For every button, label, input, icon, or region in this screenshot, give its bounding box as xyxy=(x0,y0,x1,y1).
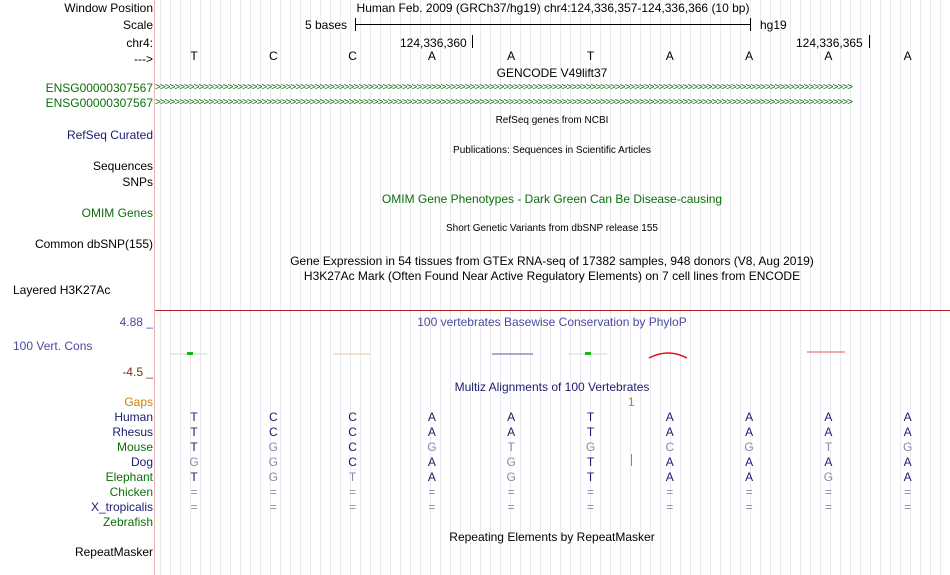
alignment-base: A xyxy=(824,410,833,424)
omim-track-title: OMIM Gene Phenotypes - Dark Green Can Be Disease-causing xyxy=(381,192,723,206)
conservation-max-label: 4.88 _ xyxy=(119,315,153,329)
alignment-base: A xyxy=(665,470,674,484)
gap-insertion-mark xyxy=(631,454,632,466)
alignment-base: = xyxy=(745,500,753,514)
gaps-label: Gaps xyxy=(124,395,153,409)
alignment-base: T xyxy=(348,470,357,484)
chrom-label: chr4: xyxy=(126,36,153,50)
alignment-base: G xyxy=(903,440,913,454)
snps-track-label[interactable]: SNPs xyxy=(122,175,153,189)
alignment-base: A xyxy=(507,410,516,424)
ruler-coordinate-1: 124,336,360 xyxy=(400,36,467,50)
alignment-base: = xyxy=(586,485,595,499)
alignment-base: T xyxy=(507,440,515,454)
refseq-track-label[interactable]: RefSeq Curated xyxy=(66,128,153,142)
dbsnp-track-label[interactable]: Common dbSNP(155) xyxy=(34,237,153,251)
alignment-base: = xyxy=(190,500,198,514)
alignment-base: A xyxy=(745,410,754,424)
alignment-base: G xyxy=(268,470,278,484)
window-position-label: Window Position xyxy=(64,1,153,15)
repeatmasker-track-title: Repeating Elements by RepeatMasker xyxy=(449,530,655,544)
conservation-plot xyxy=(155,340,950,370)
repeatmasker-track-label[interactable]: RepeatMasker xyxy=(74,545,153,559)
alignment-base: = xyxy=(269,485,277,499)
alignment-base: C xyxy=(348,410,357,424)
species-label-elephant: Elephant xyxy=(105,470,153,484)
gencode-gene-feature-1[interactable]: >>>>>>>>>>>>>>>>>>>>>>>>>>>>>>>>>>>>>>>>>>>>>>>>>>>>>>>>>>>>>>>>>>>>>>>>>>>>>>>>>>>>>>>>>>>>>>>>>>>>>>>>>>>>>>>>>>>>>>>>>>>>>>>>>>>>>>>>>>>>>>>> xyxy=(155,83,852,93)
species-label-human: Human xyxy=(114,410,153,424)
sequences-track-label[interactable]: Sequences xyxy=(92,159,153,173)
alignment-base: A xyxy=(824,425,833,439)
multiz-track-title: Multiz Alignments of 100 Vertebrates xyxy=(454,380,650,394)
alignment-base: T xyxy=(586,455,595,469)
h3k27-track-label[interactable]: Layered H3K27Ac xyxy=(13,283,111,297)
reference-base: T xyxy=(190,49,198,63)
reference-base: T xyxy=(586,49,595,63)
alignment-base: C xyxy=(348,455,357,469)
scale-bar-left-tick xyxy=(355,18,356,31)
alignment-base: G xyxy=(506,455,516,469)
cons-bar-4-peak xyxy=(585,352,591,355)
reference-base: A xyxy=(903,49,912,63)
conservation-track-title: 100 vertebrates Basewise Conservation by PhyloP xyxy=(417,315,687,329)
alignment-base: = xyxy=(349,485,357,499)
alignment-base: = xyxy=(904,500,912,514)
alignment-base: C xyxy=(268,410,278,424)
alignment-base: = xyxy=(269,500,277,514)
gencode-gene-label-2[interactable]: ENSG00000307567 xyxy=(45,96,153,110)
alignment-base: = xyxy=(190,485,198,499)
reference-base: C xyxy=(268,49,278,63)
refseq-track-title: RefSeq genes from NCBI xyxy=(495,115,609,126)
reference-base: A xyxy=(824,49,833,63)
gencode-gene-feature-2[interactable]: >>>>>>>>>>>>>>>>>>>>>>>>>>>>>>>>>>>>>>>>>>>>>>>>>>>>>>>>>>>>>>>>>>>>>>>>>>>>>>>>>>>>>>>>>>>>>>>>>>>>>>>>>>>>>>>>>>>>>>>>>>>>>>>>>>>>>>>>>>>>>>>> xyxy=(155,98,852,108)
species-label-x_tropicalis: X_tropicalis xyxy=(90,500,153,514)
gaps-value: 1 xyxy=(628,395,635,409)
alignment-base: C xyxy=(665,440,675,454)
alignment-base: A xyxy=(824,455,833,469)
alignment-base: A xyxy=(745,455,754,469)
alignment-base: G xyxy=(585,440,596,454)
alignment-base: A xyxy=(427,470,436,484)
scale-bar-text: 5 bases xyxy=(305,18,348,32)
reference-base: A xyxy=(427,49,436,63)
alignment-base: A xyxy=(745,470,754,484)
alignment-base: = xyxy=(824,500,832,514)
scale-bar xyxy=(355,24,751,25)
alignment-base: A xyxy=(665,410,674,424)
omim-track-label[interactable]: OMIM Genes xyxy=(81,206,153,220)
reference-base: A xyxy=(507,49,516,63)
alignment-base: = xyxy=(824,485,832,499)
alignment-base: T xyxy=(190,410,198,424)
alignment-base: = xyxy=(428,500,436,514)
gencode-track-title: GENCODE V49lift37 xyxy=(496,66,608,80)
alignment-base: T xyxy=(190,440,198,454)
species-label-mouse: Mouse xyxy=(116,440,153,454)
alignment-base: = xyxy=(507,485,515,499)
reference-base: A xyxy=(745,49,754,63)
alignment-base: = xyxy=(666,500,674,514)
alignment-base: A xyxy=(903,425,912,439)
alignment-base: G xyxy=(427,440,437,454)
alignment-base: A xyxy=(665,425,674,439)
species-label-zebrafish: Zebrafish xyxy=(102,515,153,529)
alignment-base: A xyxy=(903,410,912,424)
publications-track-title: Publications: Sequences in Scientific Articles xyxy=(453,145,651,156)
alignment-base: G xyxy=(823,470,834,484)
species-label-dog: Dog xyxy=(130,455,153,469)
alignment-base: A xyxy=(427,455,436,469)
cons-bar-5 xyxy=(649,353,687,358)
alignment-base: T xyxy=(586,425,595,439)
reference-base: A xyxy=(665,49,674,63)
conservation-min-label: -4.5 _ xyxy=(122,365,153,379)
alignment-base: G xyxy=(268,455,278,469)
ruler-tick-2 xyxy=(869,35,870,48)
alignment-base: = xyxy=(666,485,674,499)
gtex-track-title: Gene Expression in 54 tissues from GTEx RNA-seq of 17382 samples, 948 donors (V8, Aug 2019) xyxy=(290,254,814,268)
ruler-coordinate-2: 124,336,365 xyxy=(796,36,863,50)
scale-bar-right-tick xyxy=(750,18,751,31)
alignment-base: G xyxy=(268,440,278,454)
alignment-base: A xyxy=(427,410,436,424)
alignment-base: A xyxy=(665,455,674,469)
alignment-base: = xyxy=(586,500,595,514)
alignment-base: = xyxy=(904,485,912,499)
alignment-base: A xyxy=(745,425,754,439)
reference-base: C xyxy=(348,49,357,63)
alignment-base: = xyxy=(507,500,515,514)
alignment-base: = xyxy=(349,500,357,514)
conservation-track-label[interactable]: 100 Vert. Cons xyxy=(13,339,93,353)
alignment-base: G xyxy=(744,440,754,454)
assembly-label: hg19 xyxy=(760,18,787,32)
alignment-base: T xyxy=(190,470,198,484)
gencode-gene-label-1[interactable]: ENSG00000307567 xyxy=(45,81,153,95)
alignment-base: C xyxy=(348,425,357,439)
alignment-base: C xyxy=(348,440,357,454)
alignment-base: T xyxy=(190,425,198,439)
ruler-tick-1 xyxy=(472,35,473,48)
alignment-base: T xyxy=(586,410,595,424)
scale-label: Scale xyxy=(122,18,153,32)
alignment-base: C xyxy=(268,425,278,439)
alignment-base: T xyxy=(824,440,833,454)
strand-label: ---> xyxy=(134,52,153,66)
h3k27-track-title: H3K27Ac Mark (Often Found Near Active Regulatory Elements) on 7 cell lines from ENCODE xyxy=(303,269,801,283)
alignment-base: = xyxy=(745,485,753,499)
alignment-base: G xyxy=(506,470,516,484)
cons-bar-1-peak xyxy=(187,352,193,355)
track-separator xyxy=(155,310,950,311)
alignment-base: T xyxy=(586,470,595,484)
alignment-base: G xyxy=(189,455,199,469)
species-label-chicken: Chicken xyxy=(109,485,153,499)
alignment-base: = xyxy=(428,485,436,499)
alignment-base: A xyxy=(427,425,436,439)
window-position-value: Human Feb. 2009 (GRCh37/hg19) chr4:124,336,357-124,336,366 (10 bp) xyxy=(356,1,750,15)
dbsnp-track-title: Short Genetic Variants from dbSNP release 155 xyxy=(446,223,658,234)
alignment-base: A xyxy=(903,455,912,469)
species-label-rhesus: Rhesus xyxy=(112,425,153,439)
alignment-base: A xyxy=(903,470,912,484)
alignment-base: A xyxy=(507,425,516,439)
